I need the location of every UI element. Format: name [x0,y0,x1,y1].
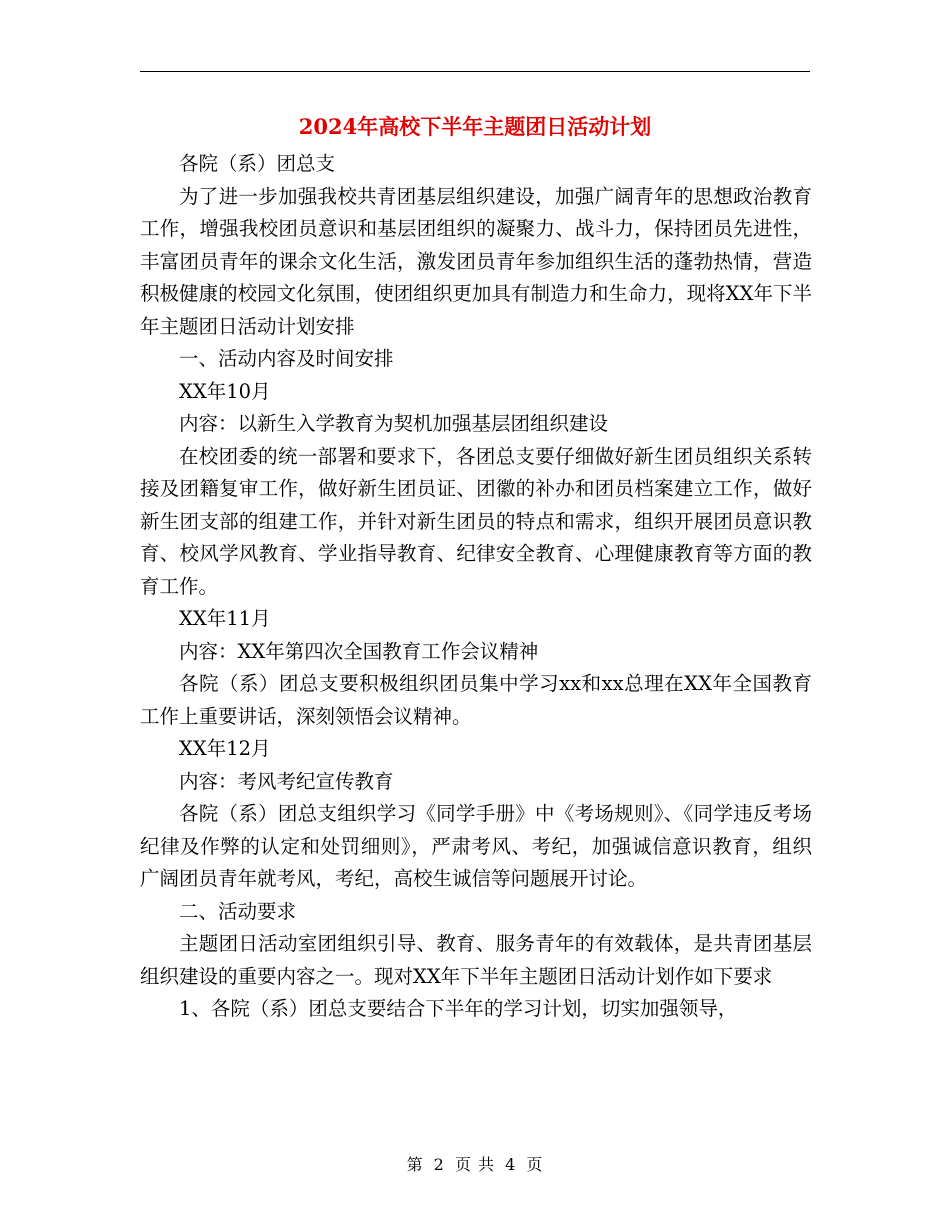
paragraph-october-detail: 在校团委的统一部署和要求下，各团总支要仔细做好新生团员组织关系转接及团籍复审工作，做好新生团员证、团徽的补办和团员档案建立工作，做好新生团支部的组建工作，并针对新生团员的特点和需求，组织开展团员意识教育、校风学风教育、学业指导教育、纪律安全教育、心理健康教育等方面的教育工作。 [140,444,812,598]
paragraph-november-detail: 各院（系）团总支要积极组织团员集中学习xx和xx总理在XX年全国教育工作上重要讲话，深刻领悟会议精神。 [140,672,812,728]
month-heading-november: XX年11月 [179,607,271,630]
paragraph-december-detail: 各院（系）团总支组织学习《同学手册》中《考场规则》、《同学违反考场纪律及作弊的认定和处罚细则》，严肃考风、考纪，加强诚信意识教育，组织广阔团员青年就考风，考纪，高校生诚信等问题展开讨论。 [140,802,812,890]
content-november: 内容：XX年第四次全国教育工作会议精神 [179,639,539,663]
section-heading-requirements: 二、活动要求 [179,899,297,923]
paragraph-requirements-intro: 主题团日活动室团组织引导、教育、服务青年的有效载体，是共青团基层组织建设的重要内容之一。现对XX年下半年主题团日活动计划作如下要求 [140,932,812,988]
paragraph-intro: 为了进一步加强我校共青团基层组织建设，加强广阔青年的思想政治教育工作，增强我校团员意识和基层团组织的凝聚力、战斗力，保持团员先进性，丰富团员青年的课余文化生活，激发团员青年参加组织生活的蓬勃热情，营造积极健康的校园文化氛围，使团组织更加具有制造力和生命力，现将XX年下半年主题团日活动计划安排 [140,184,812,338]
footer-label-middle: 页 共 [454,1155,496,1174]
paragraph-requirement-1: 1、各院（系）团总支要结合下半年的学习计划，切实加强领导， [179,997,738,1020]
document-body [140,148,812,1026]
page-footer [0,1151,950,1179]
content-october: 内容：以新生入学教育为契机加强基层团组织建设 [179,412,609,435]
header-rule [140,71,810,72]
content-december: 内容：考风考纪宣传教育 [179,769,394,793]
document-title: 2024年高校下半年主题团日活动计划 [298,114,652,139]
footer-label-before: 第 [406,1155,424,1174]
footer-label-after: 页 [526,1155,544,1174]
section-heading-activities: 一、活动内容及时间安排 [179,347,394,370]
paragraph-addressee: 各院（系）团总支 [179,152,336,175]
footer-total-pages: 4 [505,1155,517,1174]
footer-page-number: 2 [433,1155,445,1174]
month-heading-december: XX年12月 [179,737,271,760]
month-heading-october: XX年10月 [179,379,271,403]
